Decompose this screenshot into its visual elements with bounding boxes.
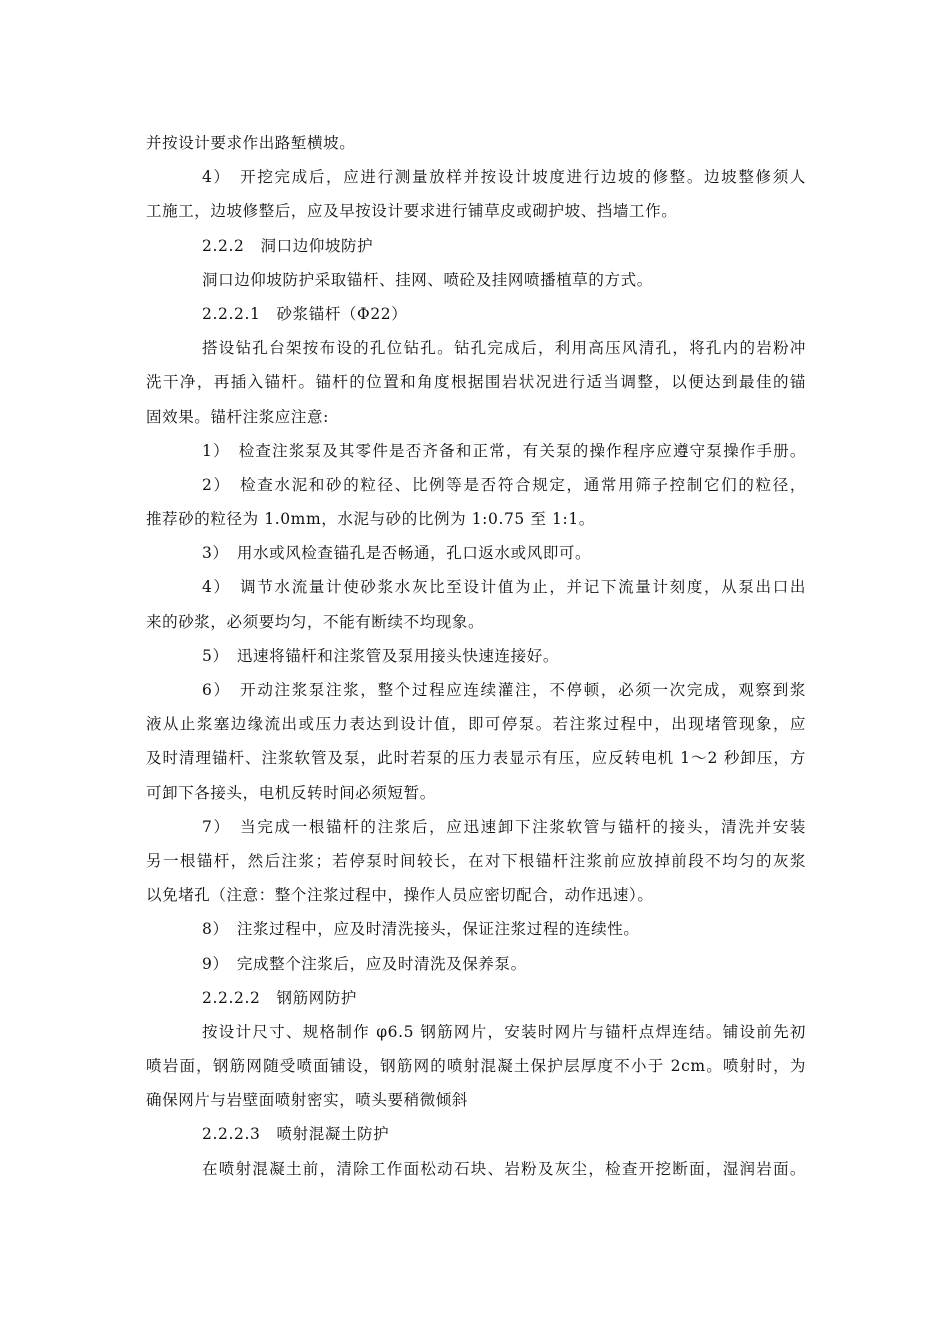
document-body (146, 126, 806, 1186)
text-line: 2.2.2.3 喷射混凝土防护 (202, 1125, 390, 1144)
text-line: 喷岩面，钢筋网随受喷面铺设，钢筋网的喷射混凝土保护层厚度不小于 2cm。喷射时，为 (146, 1057, 806, 1076)
text-line: 2.2.2 洞口边仰坡防护 (202, 236, 374, 255)
text-line: 2.2.2.1 砂浆锚杆（Φ22） (202, 304, 408, 323)
text-line: 4） 调节水流量计使砂浆水灰比至设计值为止，并记下流量计刻度，从泵出口出 (202, 578, 806, 597)
text-line: 在喷射混凝土前，清除工作面松动石块、岩粉及灰尘，检查开挖断面，湿润岩面。 (202, 1159, 806, 1178)
text-line: 1） 检查注浆泵及其零件是否齐备和正常，有关泵的操作程序应遵守泵操作手册。 (202, 441, 806, 460)
text-line: 以免堵孔（注意：整个注浆过程中，操作人员应密切配合，动作迅速）。 (146, 886, 654, 905)
text-line: 8） 注浆过程中，应及时清洗接头，保证注浆过程的连续性。 (202, 920, 640, 939)
text-line: 确保网片与岩壁面喷射密实，喷头要稍微倾斜 (146, 1091, 469, 1110)
text-line: 搭设钻孔台架按布设的孔位钻孔。钻孔完成后，利用高压风清孔，将孔内的岩粉冲 (202, 339, 806, 358)
text-line: 4） 开挖完成后，应进行测量放样并按设计坡度进行边坡的修整。边坡整修须人 (202, 168, 806, 187)
text-line: 9） 完成整个注浆后，应及时清洗及保养泵。 (202, 954, 527, 973)
text-line: 另一根锚杆，然后注浆；若停泵时间较长，在对下根锚杆注浆前应放掉前段不均匀的灰浆 (146, 851, 806, 870)
text-line: 及时清理锚杆、注浆软管及泵，此时若泵的压力表显示有压，应反转电机 1～2 秒卸压，方 (146, 749, 806, 768)
text-line: 液从止浆塞边缘流出或压力表达到设计值，即可停泵。若注浆过程中，出现堵管现象，应 (146, 715, 806, 734)
text-line: 工施工，边坡修整后，应及早按设计要求进行铺草皮或砌护坡、挡墙工作。 (146, 202, 678, 221)
text-line: 推荐砂的粒径为 1.0mm，水泥与砂的比例为 1:0.75 至 1:1。 (146, 510, 595, 529)
text-line: 洗干净，再插入锚杆。锚杆的位置和角度根据围岩状况进行适当调整，以便达到最佳的锚 (146, 373, 806, 392)
text-line: 按设计尺寸、规格制作 φ6.5 钢筋网片，安装时网片与锚杆点焊连结。铺设前先初 (202, 1022, 806, 1041)
text-line: 洞口边仰坡防护采取锚杆、挂网、喷砼及挂网喷播植草的方式。 (202, 270, 653, 289)
text-line: 并按设计要求作出路堑横坡。 (146, 134, 356, 152)
text-line: 6） 开动注浆泵注浆，整个过程应连续灌注，不停顿，必须一次完成，观察到浆 (202, 681, 806, 699)
text-line: 固效果。锚杆注浆应注意: (146, 407, 329, 426)
text-line: 2） 检查水泥和砂的粒径、比例等是否符合规定，通常用筛子控制它们的粒径， (202, 475, 806, 494)
text-line: 7） 当完成一根锚杆的注浆后，应迅速卸下注浆软管与锚杆的接头，清洗并安装 (202, 817, 806, 836)
text-line: 5） 迅速将锚杆和注浆管及泵用接头快速连接好。 (202, 646, 559, 665)
text-line: 可卸下各接头，电机反转时间必须短暂。 (146, 783, 436, 802)
text-line: 3） 用水或风检查锚孔是否畅通，孔口返水或风即可。 (202, 544, 592, 563)
text-line: 来的砂浆，必须要均匀，不能有断续不均现象。 (146, 612, 485, 631)
text-line: 2.2.2.2 钢筋网防护 (202, 988, 358, 1007)
